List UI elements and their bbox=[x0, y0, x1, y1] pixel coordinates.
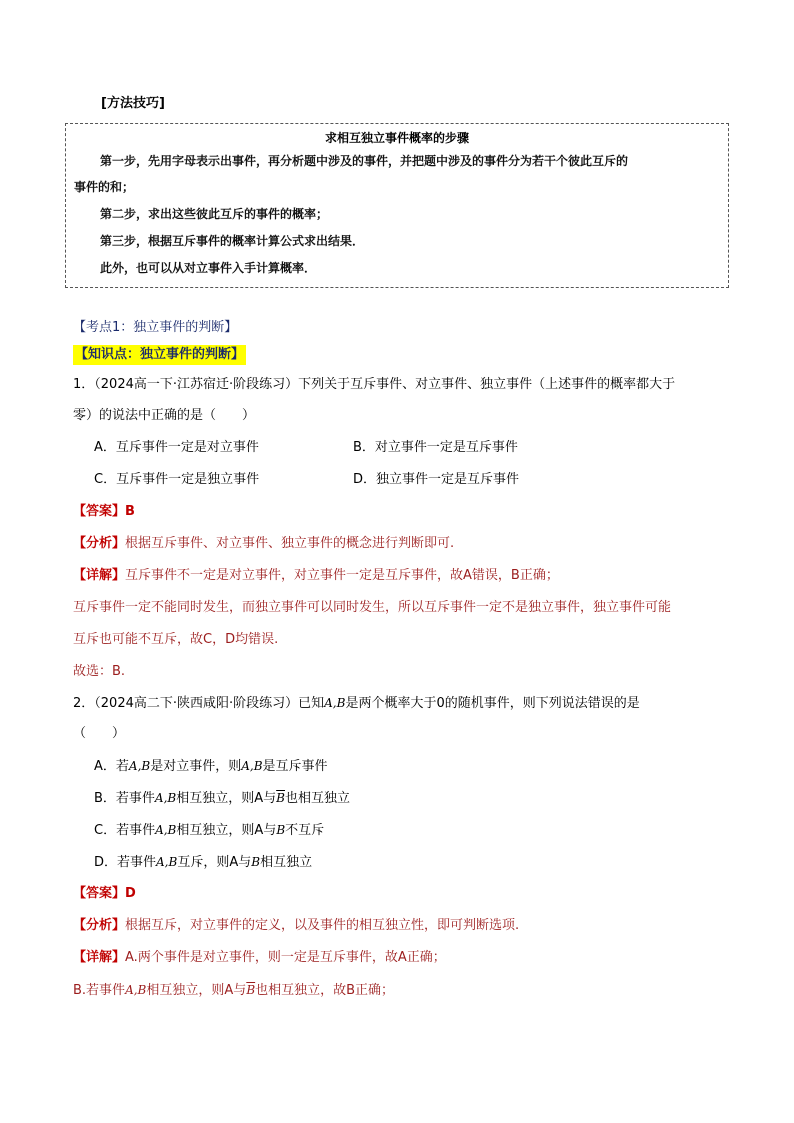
q1-stem-line2: 零）的说法中正确的是（ ） bbox=[73, 408, 256, 423]
q1-option-a: A．互斥事件一定是对立事件 bbox=[94, 440, 259, 455]
q1-analysis bbox=[73, 534, 454, 554]
q2-option-b bbox=[94, 788, 350, 809]
q2-detail-text1: A.两个事件是对立事件，则一定是互斥事件，故A正确； bbox=[125, 950, 446, 965]
q2-answer-tag: 【答案】 bbox=[73, 886, 126, 901]
q2-option-c bbox=[94, 820, 324, 841]
q2-optC-part4: 不互斥 bbox=[285, 823, 325, 838]
q2-detail2-var-a: A bbox=[224, 983, 234, 998]
q1-detail-line3: 互斥也可能不互斥，故C，D均错误. bbox=[73, 632, 279, 647]
q2-analysis-text: 根据互斥，对立事件的定义，以及事件的相互独立性，即可判断选项. bbox=[125, 918, 520, 933]
q2-optA-part2: 是对立事件，则 bbox=[150, 759, 242, 774]
q2-detail2-var1: A,B bbox=[125, 983, 147, 997]
q2-optC-var1: A,B bbox=[155, 823, 177, 837]
q2-optD-part3: 与 bbox=[238, 855, 252, 870]
method-step3: 第三步，根据互斥事件的概率计算公式求出结果． bbox=[100, 234, 365, 248]
method-box bbox=[65, 123, 729, 288]
q2-answer-value: D bbox=[125, 886, 136, 901]
q2-detail2-part2: 相互独立，则 bbox=[146, 983, 225, 998]
q2-optA-part1: A．若 bbox=[94, 759, 129, 774]
q1-detail-tag: 【详解】 bbox=[73, 568, 126, 583]
q2-optD-part4: 相互独立 bbox=[260, 855, 313, 870]
q2-stem-line2: （ ） bbox=[73, 726, 126, 741]
q2-detail2-part1: B.若事件 bbox=[73, 983, 126, 998]
q2-detail-tag: 【详解】 bbox=[73, 950, 126, 965]
q1-answer-value: B bbox=[125, 504, 135, 519]
q1-answer-tag: 【答案】 bbox=[73, 504, 126, 519]
method-title: 求相互独立事件概率的步骤 bbox=[324, 131, 469, 145]
q2-option-d bbox=[94, 852, 312, 873]
q1-option-d: D．独立事件一定是互斥事件 bbox=[353, 472, 520, 487]
q1-analysis-text: 根据互斥事件、对立事件、独立事件的概念进行判断即可. bbox=[125, 536, 455, 551]
q2-answer bbox=[73, 884, 136, 904]
q2-optD-part1: D．若事件 bbox=[94, 855, 157, 870]
q1-stem-line1: 1．（2024高一下·江苏宿迁·阶段练习）下列关于互斥事件、对立事件、独立事件（上述事件的概率都大于 bbox=[73, 377, 676, 392]
q2-optB-part4: 也相互独立 bbox=[285, 791, 351, 806]
q1-choose: 故选：B. bbox=[73, 664, 126, 679]
q2-optB-var1: A,B bbox=[154, 791, 177, 805]
q2-optB-part3: 与 bbox=[263, 791, 277, 806]
q1-option-b: B．对立事件一定是互斥事件 bbox=[353, 440, 518, 455]
method-note: 此外，也可以从对立事件入手计算概率． bbox=[100, 261, 317, 275]
q2-stem-part1: 2．（2024高二下·陕西咸阳·阶段练习）已知 bbox=[73, 696, 325, 711]
q2-option-a bbox=[94, 756, 328, 777]
method-step1-line2: 事件的和； bbox=[74, 180, 135, 194]
q2-optC-part1: C．若事件 bbox=[94, 823, 156, 838]
q1-detail-line2: 互斥事件一定不能同时发生，而独立事件可以同时发生，所以互斥事件一定不是独立事件，独立事件可能 bbox=[73, 600, 672, 615]
q2-detail2-part4: 也相互独立，故B正确； bbox=[255, 983, 395, 998]
q1-detail-line1 bbox=[73, 566, 559, 586]
q2-stem-part2: 是两个概率大于0的随机事件，则下列说法错误的是 bbox=[345, 696, 640, 711]
q2-optD-var1: A,B bbox=[156, 855, 178, 869]
q2-optC-var-b: B bbox=[276, 823, 286, 837]
q2-optB-var-a: A bbox=[254, 791, 264, 806]
q2-stem-line1 bbox=[73, 693, 640, 714]
q2-optA-part3: 是互斥事件 bbox=[262, 759, 328, 774]
zhishi-highlight: 【知识点：独立事件的判断】 bbox=[73, 345, 246, 365]
q2-optB-var-bbar: $\overline{B}$ bbox=[276, 791, 285, 805]
q2-var-ab: A,B bbox=[324, 696, 346, 710]
q1-answer bbox=[73, 502, 135, 522]
q2-optC-part2: 相互独立，则 bbox=[176, 823, 255, 838]
q2-optA-var1: A,B bbox=[128, 759, 151, 773]
q2-optA-var2: A,B bbox=[241, 759, 263, 773]
q2-optD-var-a: A bbox=[229, 855, 239, 870]
q2-optD-part2: 互斥，则 bbox=[177, 855, 230, 870]
q2-optB-part2: 相互独立，则 bbox=[176, 791, 255, 806]
q2-optD-var-b: B bbox=[251, 855, 261, 869]
q2-detail2-var-bbar: $\overline{B}$ bbox=[246, 983, 256, 997]
q2-analysis-tag: 【分析】 bbox=[73, 918, 126, 933]
q1-detail-text1: 互斥事件不一定是对立事件，对立事件一定是互斥事件，故A错误，B正确； bbox=[125, 568, 559, 583]
method-step2: 第二步，求出这些彼此互斥的事件的概率； bbox=[100, 207, 329, 221]
q2-detail-line2 bbox=[73, 980, 394, 1001]
q1-option-c: C．互斥事件一定是独立事件 bbox=[94, 472, 260, 487]
kaodian-heading: 【考点1：独立事件的判断】 bbox=[73, 320, 238, 335]
q2-optC-var-a: A bbox=[254, 823, 264, 838]
q2-optB-part1: B．若事件 bbox=[94, 791, 155, 806]
q2-analysis bbox=[73, 916, 519, 936]
q2-detail2-part3: 与 bbox=[233, 983, 247, 998]
method-step1-line1: 第一步，先用字母表示出事件，再分析题中涉及的事件，并把题中涉及的事件分为若干个彼此互斥的 bbox=[100, 154, 629, 168]
q2-detail-line1 bbox=[73, 948, 446, 968]
q1-analysis-tag: 【分析】 bbox=[73, 536, 126, 551]
q2-optC-part3: 与 bbox=[263, 823, 277, 838]
method-label: [方法技巧] bbox=[101, 96, 165, 111]
